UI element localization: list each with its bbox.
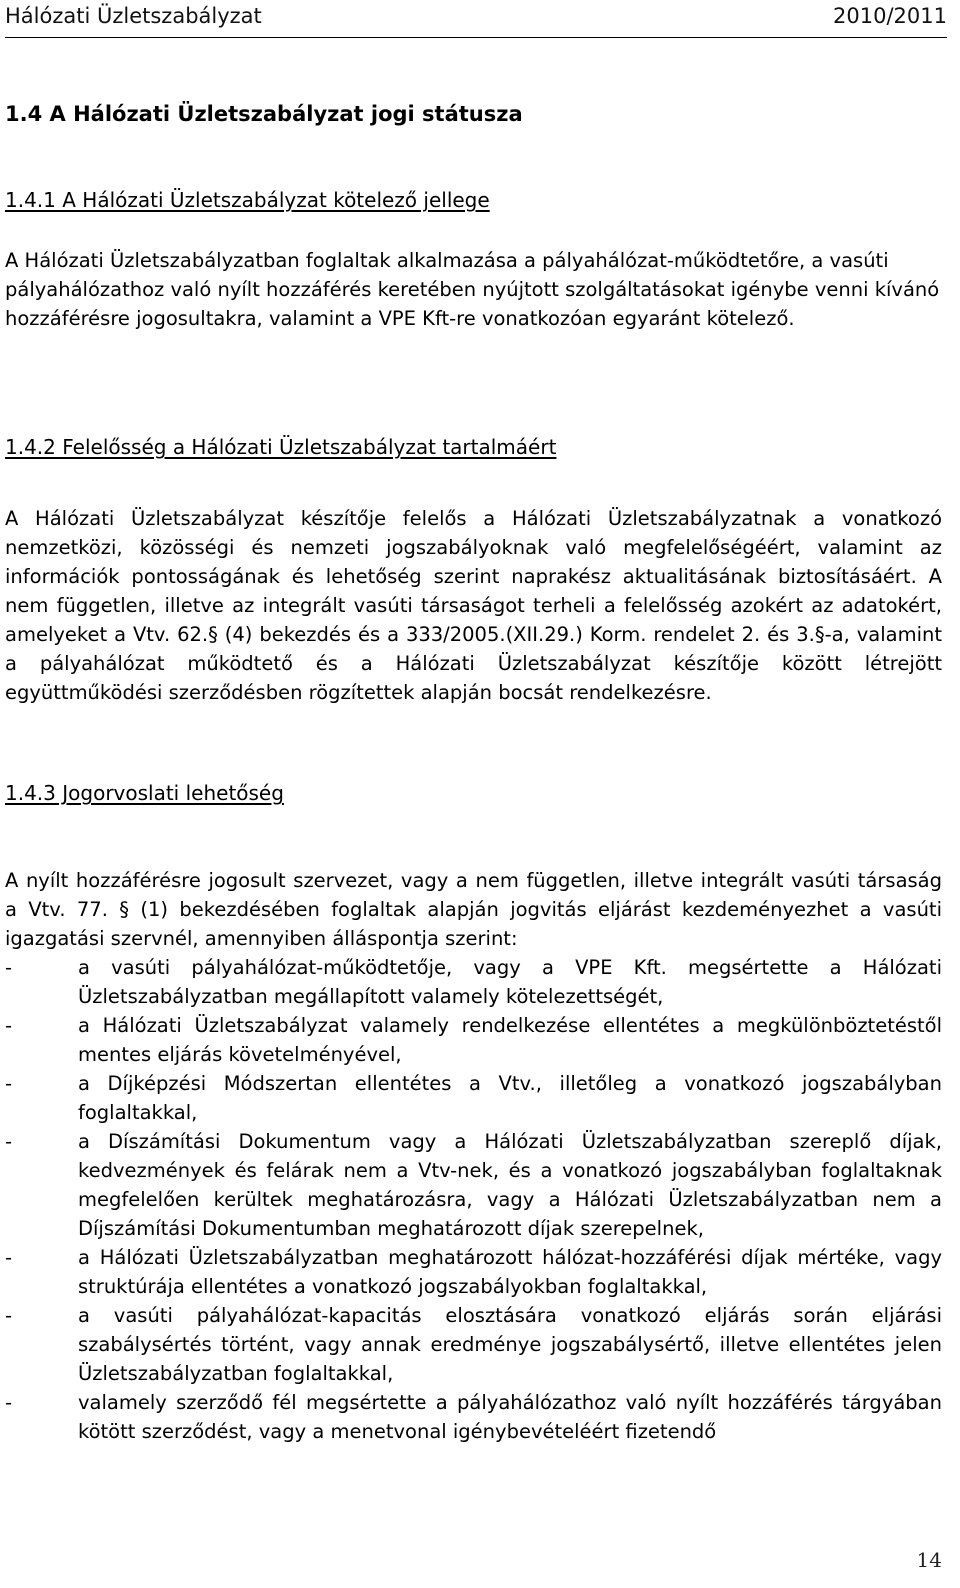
paragraph-responsibility: A Hálózati Üzletszabályzat készítője felelős a Hálózati Üzletszabályzatnak a vonatkozó nemzetközi, közösségi és nemzeti jogszabályoknak való megfelelőségéért, valamint az információk pontosságának és lehetőség szerint naprakész aktualitásának biztosításáért. A nem független, illetve az integrált vasúti társaságot terheli a felelősség azokért az adatokért, amelyeket a Vtv. 62.§ (4) bekezdés és a 333/2005.(XII.29.) Korm. rendelet 2. és 3.§-a, valamint a pályahálózat működtető és a Hálózati Üzletszabályzat készítője között létrejött együttműködési szerződésben rögzítettek alapján bocsát rendelkezésre. — [5, 507, 942, 704]
subsection-heading-1-4-1: 1.4.1 A Hálózati Üzletszabályzat kötelező jellege — [5, 188, 490, 212]
list-item-text: a Díjképzési Módszertan ellentétes a Vtv., illetőleg a vonatkozó jogszabályban foglaltakkal, — [78, 1072, 942, 1124]
list-item — [5, 1243, 942, 1301]
list-bullet: - — [5, 1130, 13, 1153]
list-item-text: a vasúti pályahálózat-működtetője, vagy a VPE Kft. megsértette a Hálózati Üzletszabályzatban megállapított valamely kötelezettségét, — [78, 956, 942, 1008]
list-bullet: - — [5, 1014, 13, 1037]
list-bullet: - — [5, 1246, 13, 1269]
list-item — [5, 1127, 942, 1243]
list-item — [5, 1388, 942, 1446]
list-item — [5, 1069, 942, 1127]
list-item-text: valamely szerződő fél megsértette a pályahálózathoz való nyílt hozzáférés tárgyában kötött szerződést, vagy a menetvonal igénybevételéért fizetendő — [78, 1391, 942, 1443]
list-bullet: - — [5, 1304, 13, 1327]
header-year: 2010/2011 — [833, 4, 947, 28]
header-rule — [5, 37, 947, 38]
legal-remedy-list — [5, 953, 942, 1446]
list-item — [5, 953, 942, 1011]
list-item-text: a vasúti pályahálózat-kapacitás elosztására vonatkozó eljárás során eljárási szabálysértés történt, vagy annak eredménye jogszabálysértő, illetve ellentétes jelen Üzletszabályzatban foglaltakkal, — [78, 1304, 942, 1385]
subsection-heading-1-4-3: 1.4.3 Jogorvoslati lehetőség — [5, 781, 284, 805]
list-item — [5, 1011, 942, 1069]
paragraph-binding-nature: A Hálózati Üzletszabályzatban foglaltak alkalmazása a pályahálózat-működtetőre, a vasúti pályahálózathoz való nyílt hozzáférés keretében nyújtott szolgáltatásokat igénybe venni kívánó hozzáférésre jogosultakra, valamint a VPE Kft-re vonatkozóan egyaránt kötelező. — [5, 249, 940, 330]
paragraph-legal-remedy-intro: A nyílt hozzáférésre jogosult szervezet, vagy a nem független, illetve integrált vasúti társaság a Vtv. 77. § (1) bekezdésében foglaltak alapján jogvitás eljárást kezdeményezhet a vasúti igazgatási szervnél, amennyiben álláspontja szerint: — [5, 869, 942, 950]
list-bullet: - — [5, 956, 13, 979]
list-bullet: - — [5, 1391, 13, 1414]
list-item-text: a Díszámítási Dokumentum vagy a Hálózati Üzletszabályzatban szereplő díjak, kedvezmények és felárak nem a Vtv-nek, és a vonatkozó jogszabályban foglaltaknak megfelelően kerültek meghatározásra, vagy a Hálózati Üzletszabályzatban nem a Díjszámítási Dokumentumban meghatározott díjak szerepelnek, — [78, 1130, 942, 1240]
subsection-heading-1-4-2: 1.4.2 Felelősség a Hálózati Üzletszabályzat tartalmáért — [5, 435, 557, 459]
page-header — [5, 4, 947, 40]
list-bullet: - — [5, 1072, 13, 1095]
header-title: Hálózati Üzletszabályzat — [5, 4, 262, 28]
page-number: 14 — [916, 1548, 942, 1572]
list-item — [5, 1301, 942, 1388]
section-heading: 1.4 A Hálózati Üzletszabályzat jogi státusza — [5, 102, 523, 126]
list-item-text: a Hálózati Üzletszabályzat valamely rendelkezése ellentétes a megkülönböztetéstől mentes eljárás követelményével, — [78, 1014, 942, 1066]
list-item-text: a Hálózati Üzletszabályzatban meghatározott hálózat-hozzáférési díjak mértéke, vagy struktúrája ellentétes a vonatkozó jogszabályokban foglaltakkal, — [78, 1246, 942, 1298]
